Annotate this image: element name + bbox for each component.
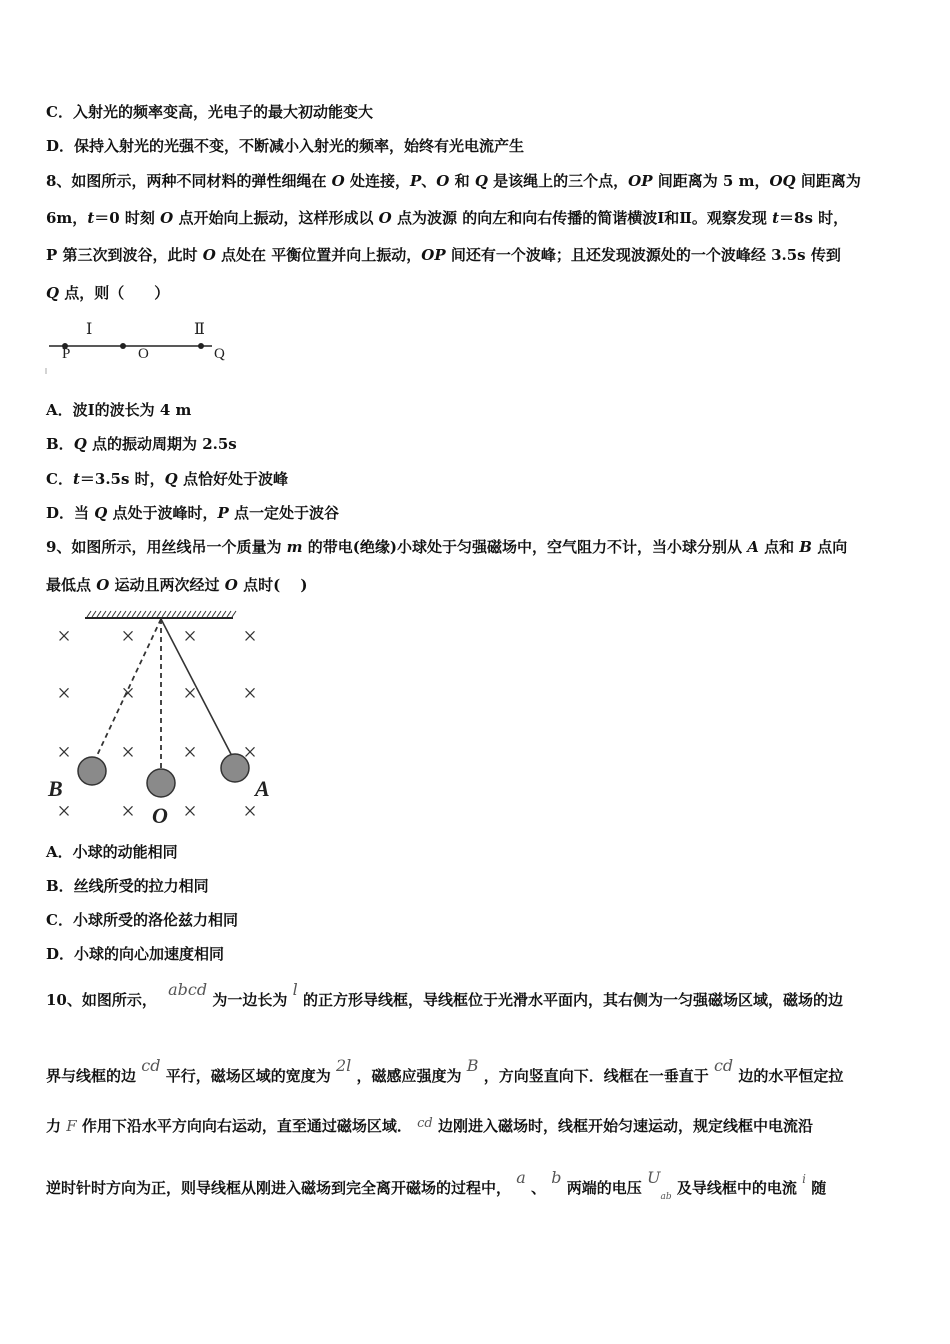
symbol-i: i <box>802 1172 806 1186</box>
field-cross-mark: × <box>121 624 135 650</box>
hatch-stroke <box>202 611 206 617</box>
field-cross-mark: × <box>121 799 135 825</box>
hatch-stroke <box>177 611 181 617</box>
label-a: A <box>255 776 270 801</box>
hatch-stroke <box>222 611 226 617</box>
thread-to-a <box>161 619 233 758</box>
field-cross-mark: × <box>121 740 135 766</box>
q8-option-a: A．波Ⅰ的波长为 4 m <box>46 401 192 419</box>
hatch-stroke <box>107 611 111 617</box>
field-cross-mark: × <box>243 681 257 707</box>
hatch-stroke <box>197 611 201 617</box>
hatch-stroke <box>102 611 106 617</box>
ball-o <box>147 769 175 797</box>
q9-stem-line2: 最低点 O 运动且两次经过 O 点时( ) <box>46 576 308 594</box>
field-cross-mark: × <box>183 799 197 825</box>
symbol-cd: cd <box>141 1056 161 1075</box>
hatch-stroke <box>187 611 191 617</box>
symbol-cd: cd <box>417 1116 433 1131</box>
q9-stem-line1: 9、如图所示，用丝线吊一个质量为 m 的带电(绝缘)小球处于匀强磁场中，空气阻力不计，当小球分别从 A 点和 B 点向 <box>46 538 848 556</box>
q9-pendulum-figure <box>40 606 280 832</box>
symbol-cd: cd <box>713 1056 734 1075</box>
field-cross-mark: × <box>243 799 257 825</box>
field-cross-mark: × <box>243 740 257 766</box>
field-cross-mark: × <box>57 624 71 650</box>
point-p-label: P <box>62 346 71 362</box>
hatch-stroke <box>162 611 166 617</box>
field-cross-mark: × <box>57 681 71 707</box>
q10-stem-line3: 力 F 作用下沿水平方向向右运动，直至通过磁场区域． cd 边刚进入磁场时，线框开始匀速运动，规定线框中电流沿 <box>46 1116 814 1135</box>
symbol-abcd: abcd <box>168 980 208 999</box>
q8-option-d: D．当 Q 点处于波峰时，P 点一定处于波谷 <box>46 504 340 522</box>
field-cross-mark: × <box>243 624 257 650</box>
hatch-stroke <box>112 611 116 617</box>
hatch-stroke <box>122 611 126 617</box>
q9-option-a: A．小球的动能相同 <box>46 843 178 861</box>
hatch-stroke <box>117 611 121 617</box>
symbol-b-field: B <box>466 1056 479 1075</box>
field-cross-mark: × <box>183 624 197 650</box>
hatch-stroke <box>167 611 171 617</box>
point-q-label: Q <box>214 346 225 362</box>
q9-option-d: D．小球的向心加速度相同 <box>46 945 225 963</box>
hatch-stroke <box>157 611 161 617</box>
field-cross-mark: × <box>183 740 197 766</box>
q10-stem-line4: 逆时针时方向为正，则导线框从刚进入磁场到完全离开磁场的过程中， a 、 b 两端的电压 $U_{ab}$ 及导线框中的电流 $^i$ 随 <box>46 1168 827 1202</box>
ball-b <box>78 757 106 785</box>
ceiling-hatching <box>87 611 236 617</box>
q8-stem-line2: 6m，t＝0 时刻 O 点开始向上振动，这样形成以 O 点为波源 的向左和向右传播的简谐横波Ⅰ和Ⅱ。观察发现 t＝8s 时， <box>46 209 849 227</box>
q7-option-d: D．保持入射光的光强不变，不断减小入射光的频率，始终有光电流产生 <box>46 137 525 155</box>
q10-stem-line2: 界与线框的边 cd 平行，磁场区域的宽度为 2l ，磁感应强度为 B ，方向竖直向下．线框在一垂直于 cd 边的水平恒定拉 <box>46 1056 844 1085</box>
hatch-stroke <box>92 611 96 617</box>
label-b: B <box>48 776 63 801</box>
q8-stem-line1: 8、如图所示，两种不同材料的弹性细绳在 O 处连接，P、O 和 Q 是该绳上的三个点，OP 间距离为 5 m，OQ 间距离为 <box>46 172 861 190</box>
symbol-2l: 2l <box>335 1056 352 1075</box>
hatch-stroke <box>217 611 221 617</box>
q8-wave-figure <box>40 316 240 378</box>
field-cross-mark: × <box>57 799 71 825</box>
point-o-dot <box>120 343 126 349</box>
hatch-stroke <box>142 611 146 617</box>
wave-1-label: Ⅰ <box>86 321 93 338</box>
hatch-stroke <box>97 611 101 617</box>
hatch-stroke <box>152 611 156 617</box>
symbol-l: l <box>292 980 298 999</box>
q8-option-c: C．t＝3.5s 时，Q 点恰好处于波峰 <box>46 470 288 488</box>
field-cross-mark: × <box>121 681 135 707</box>
hatch-stroke <box>227 611 231 617</box>
hatch-stroke <box>212 611 216 617</box>
q8-stem-line3: P 第三次到波谷，此时 O 点处在 平衡位置并向上振动，OP 间还有一个波峰；且还发现波源处的一个波峰经 3.5s 传到 <box>46 246 841 264</box>
q9-option-c: C．小球所受的洛伦兹力相同 <box>46 911 238 929</box>
symbol-u: U <box>647 1168 661 1187</box>
hatch-stroke <box>132 611 136 617</box>
field-cross-mark: × <box>183 681 197 707</box>
symbol-b: b <box>551 1168 562 1187</box>
q10-stem-line1: 10、如图所示， abcd 为一边长为 l 的正方形导线框，导线框位于光滑水平面内，其右侧为一匀强磁场区域，磁场的边 <box>46 980 843 1009</box>
point-o-label: O <box>138 346 149 362</box>
hatch-stroke <box>127 611 131 617</box>
q8-stem-line4: Q 点，则（ ） <box>46 284 170 302</box>
q8-option-b: B．Q 点的振动周期为 2.5s <box>46 435 237 453</box>
hatch-stroke <box>232 611 236 617</box>
point-q-dot <box>198 343 204 349</box>
field-cross-mark: × <box>57 740 71 766</box>
q7-option-c: C．入射光的频率变高，光电子的最大初动能变大 <box>46 103 373 121</box>
hatch-stroke <box>192 611 196 617</box>
hatch-stroke <box>172 611 176 617</box>
wave-2-label: Ⅱ <box>194 321 205 338</box>
symbol-ab-subscript: ab <box>660 1192 672 1202</box>
symbol-f: F <box>66 1117 77 1135</box>
hatch-stroke <box>87 611 91 617</box>
hatch-stroke <box>207 611 211 617</box>
label-o: O <box>152 803 168 828</box>
q9-option-b: B．丝线所受的拉力相同 <box>46 877 209 895</box>
hatch-stroke <box>137 611 141 617</box>
hatch-stroke <box>147 611 151 617</box>
hatch-stroke <box>182 611 186 617</box>
symbol-a: a <box>516 1168 526 1187</box>
